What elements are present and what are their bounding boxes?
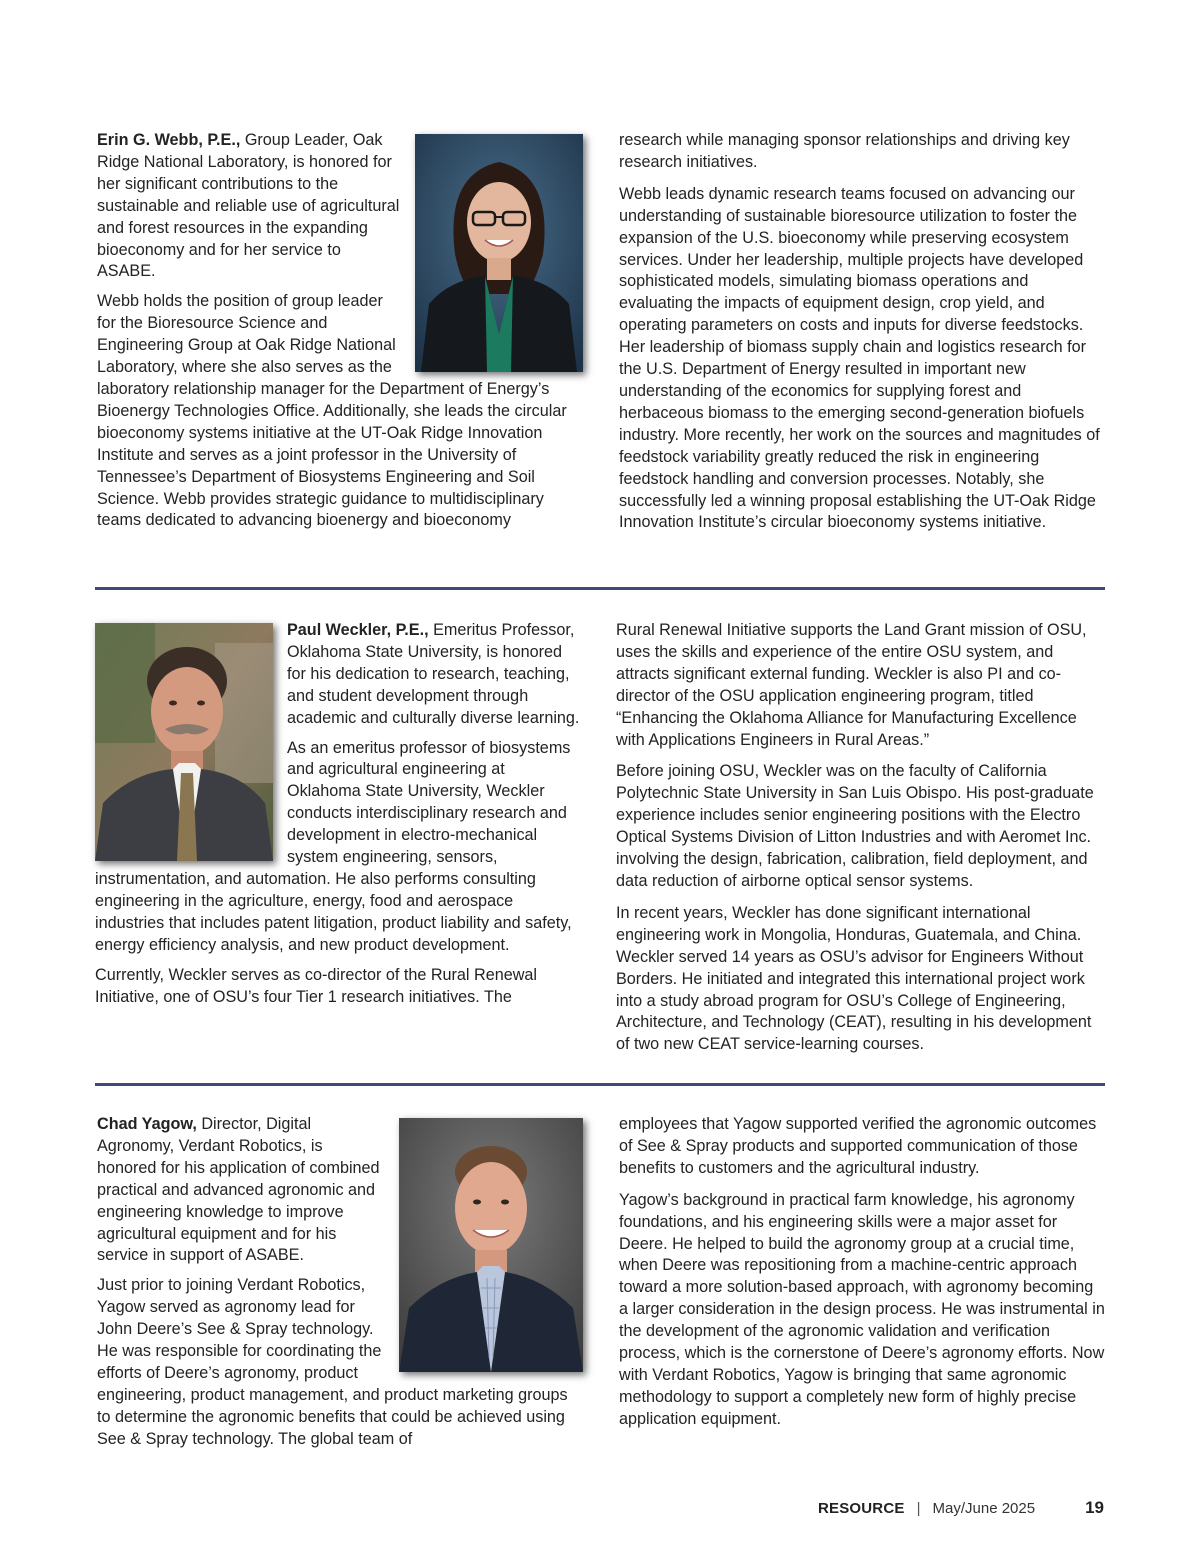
yagow-left-column: [97, 1114, 583, 1461]
webb-intro: Group Leader, Oak Ridge National Laboratory, is honored for her significant contributions to the sustainable and reliable use of agricultural and forest resources in the expanding bioeconomy and for her service to ASABE.: [97, 131, 400, 281]
yagow-right-column: [619, 1114, 1105, 1441]
weckler-right-paragraph-3: In recent years, Weckler has done significant international engineering work in Mongolia, Honduras, Guatemala, and China. Weckler served 14 years as OSU’s advisor for Engineers Without Borders. He initiated and integrated this international project work into a study abroad program for OSU’s College of Engineering, Architecture, and Technology (CEAT), resulting in his development of two new CEAT service-learning courses.: [616, 903, 1092, 1054]
webb-right-paragraph-1: research while managing sponsor relationships and driving key research initiatives.: [619, 131, 1070, 171]
weckler-right-paragraph-1: Rural Renewal Initiative supports the Land Grant mission of OSU, uses the skills and experience of the entire OSU system, and attracts significant external funding. Weckler is also PI and co-director of the OSU application engineering program, titled “Enhancing the Oklahoma Alliance for Manufacturing Excellence with Applications Engineers in Rural Areas.”: [616, 621, 1087, 749]
webb-name: Erin G. Webb, P.E.,: [97, 131, 241, 149]
page-number: 19: [1085, 1498, 1104, 1517]
yagow-name: Chad Yagow,: [97, 1115, 197, 1133]
weckler-right-paragraph-2: Before joining OSU, Weckler was on the faculty of California Polytechnic State University in San Luis Obispo. His post-graduate experience includes senior engineering positions with the Electro Optical Systems Division of Litton Industries and with Aeromet Inc. involving the design, fabrication, calibration, field deployment, and data reduction of airborne optical sensor systems.: [616, 762, 1094, 890]
yagow-profile: [95, 1114, 1105, 1464]
weckler-right-column: [616, 620, 1102, 1066]
webb-profile: [95, 130, 1105, 560]
webb-paragraph-2: Webb holds the position of group leader for the Bioresource Science and Engineering Group at Oak Ridge National Laboratory, where she also serves as the laboratory relationship manager for the Department of Energy’s Bioenergy Technologies Office. Additionally, she leads the circular bioeconomy systems initiative at the UT-Oak Ridge Innovation Institute and serves as a joint professor in the University of Tennessee’s Department of Biosystems Engineering and Soil Science. Webb provides strategic guidance to multidisciplinary teams dedicated to advancing bioenergy and bioeconomy: [97, 292, 567, 530]
yagow-right-paragraph-2: Yagow’s background in practical farm knowledge, his agronomy foundations, and his engineering skills were a major asset for Deere. He helped to build the agronomy group at a crucial time, when Deere was repositioning from a machine-centric approach toward a more solution-based approach, with agronomy becoming a larger consideration in the design process. He was instrumental in the development of the agronomic validation and verification process, which is the cornerstone of Deere’s agronomy efforts. Now with Verdant Robotics, Yagow is bringing that same agronomic methodology to support a completely new form of highly precise application equipment.: [619, 1190, 1105, 1428]
yagow-intro: Director, Digital Agronomy, Verdant Robotics, is honored for his application of combined practical and advanced agronomic and engineering knowledge to improve agricultural equipment and for his service in support of ASABE.: [97, 1115, 380, 1265]
webb-right-column: [619, 130, 1105, 544]
webb-left-column: [97, 130, 583, 542]
footer-separator: |: [916, 1500, 921, 1517]
weckler-intro: Emeritus Professor, Oklahoma State University, is honored for his dedication to research, teaching, and student development through academic and culturally diverse learning.: [287, 621, 580, 727]
footer-issue: May/June 2025: [932, 1500, 1036, 1517]
yagow-right-paragraph-1: employees that Yagow supported verified the agronomic outcomes of See & Spray products and supported communication of those benefits to customers and the agricultural industry.: [619, 1115, 1097, 1177]
weckler-left-column: [95, 620, 581, 1018]
weckler-photo: [95, 623, 273, 861]
section-divider-1: [95, 587, 1105, 590]
footer-brand: RESOURCE: [817, 1500, 905, 1517]
page-footer: [818, 1498, 1104, 1518]
webb-photo: [415, 134, 583, 372]
section-divider-2: [95, 1083, 1105, 1086]
weckler-name: Paul Weckler, P.E.,: [287, 621, 429, 639]
weckler-paragraph-3: Currently, Weckler serves as co-director of the Rural Renewal Initiative, one of OSU’s four Tier 1 research initiatives. The: [95, 965, 538, 1006]
yagow-paragraph-2: Just prior to joining Verdant Robotics, Yagow served as agronomy lead for John Deere’s See & Spray technology. He was responsible for coordinating the efforts of Deere’s agronomy, product engineering, product management, and product marketing groups to determine the agronomic benefits that could be achieved using See & Spray technology. The global team of: [97, 1276, 568, 1448]
yagow-photo: [399, 1118, 583, 1372]
weckler-profile: [95, 620, 1105, 1065]
webb-right-paragraph-2: Webb leads dynamic research teams focused on advancing our understanding of sustainable bioresource utilization to foster the expansion of the U.S. bioeconomy while preserving ecosystem services. Under her leadership, multiple projects have developed sophisticated models, simulating biomass operations and evaluating the impacts of equipment design, crop yield, and operating parameters on costs and inputs for diverse feedstocks. Her leadership of biomass supply chain and logistics research for the U.S. Department of Energy resulted in important new understanding of the economics for supplying forest and herbaceous biomass to the emerging second-generation biofuels industry. More recently, her work on the sources and magnitudes of feedstock variability greatly reduced the risk in engineering feedstock handling and conversion processes. Notably, she successfully led a winning proposal establishing the UT-Oak Ridge Innovation Institute’s circular bioeconomy systems initiative.: [619, 184, 1100, 532]
weckler-paragraph-2: As an emeritus professor of biosystems and agricultural engineering at Oklahoma State University, Weckler conducts interdisciplinary research and development in electro-mechanical system engineering, sensors, instrumentation, and automation. He also performs consulting engineering in the agriculture, energy, food and aerospace industries that includes patent litigation, product liability and safety, energy efficiency analysis, and new product development.: [95, 738, 572, 954]
